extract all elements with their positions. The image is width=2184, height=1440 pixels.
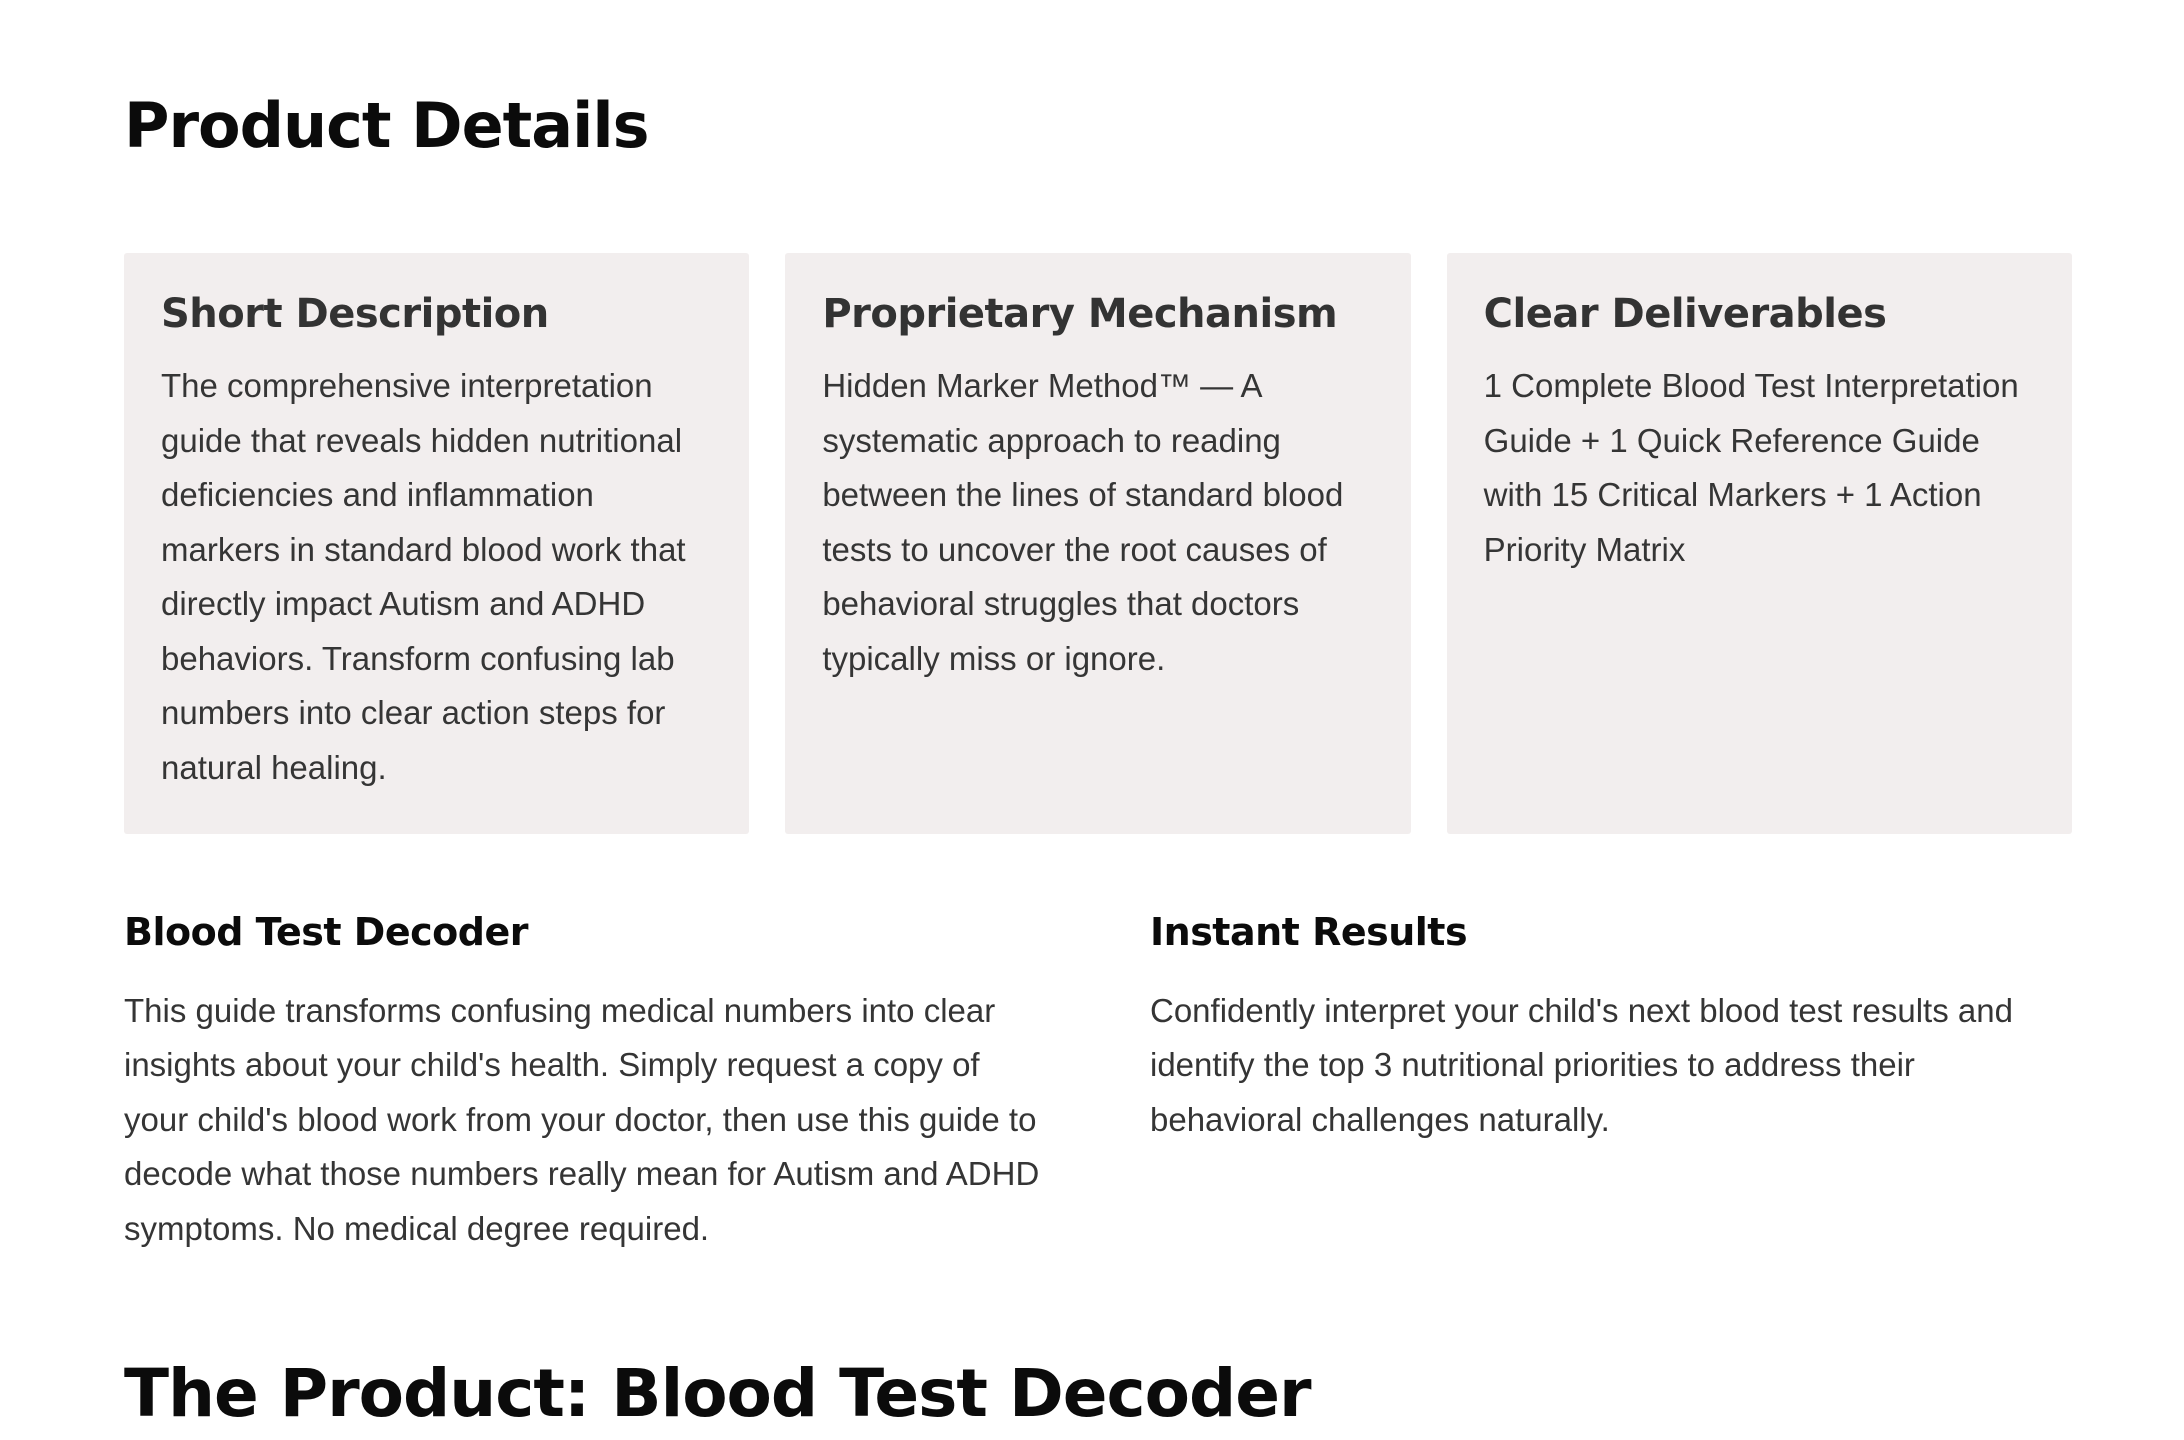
feature-blood-test-decoder — [124, 910, 1046, 1256]
feature-body: This guide transforms confusing medical numbers into clear insights about your child's health. Simply request a copy of your child's blood work from your doctor, then use this guide to decode what those numbers really mean for Autism and ADHD symptoms. No medical degree required. — [124, 991, 1040, 1247]
detail-cards — [124, 253, 2072, 834]
feature-columns — [124, 910, 2072, 1256]
card-body: 1 Complete Blood Test Interpretation Guide + 1 Quick Reference Guide with 15 Critical Markers + 1 Action Priority Matrix — [1483, 367, 2019, 568]
feature-body: Confidently interpret your child's next blood test results and identify the top 3 nutritional priorities to address their behavioral challenges naturally. — [1150, 991, 2013, 1138]
feature-heading: Blood Test Decoder — [124, 910, 528, 954]
card-body: The comprehensive interpretation guide that reveals hidden nutritional deficiencies and inflammation markers in standard blood work that directly impact Autism and ADHD behaviors. Transform confusing lab numbers into clear action steps for natural healing. — [161, 367, 686, 786]
feature-heading: Instant Results — [1150, 910, 1468, 954]
card-heading: Clear Deliverables — [1483, 291, 1887, 337]
card-heading: Short Description — [161, 291, 549, 337]
next-section-title: The Product: Blood Test Decoder — [124, 1355, 1311, 1432]
feature-instant-results — [1150, 910, 2072, 1256]
card-heading: Proprietary Mechanism — [822, 291, 1338, 337]
section-title: Product Details — [124, 89, 649, 162]
card-body: Hidden Marker Method™ — A systematic approach to reading between the lines of standard blood tests to uncover the root causes of behavioral struggles that doctors typically miss or ignore. — [822, 367, 1344, 677]
card-short-description — [124, 253, 749, 834]
card-clear-deliverables — [1447, 253, 2072, 834]
card-proprietary-mechanism — [785, 253, 1410, 834]
